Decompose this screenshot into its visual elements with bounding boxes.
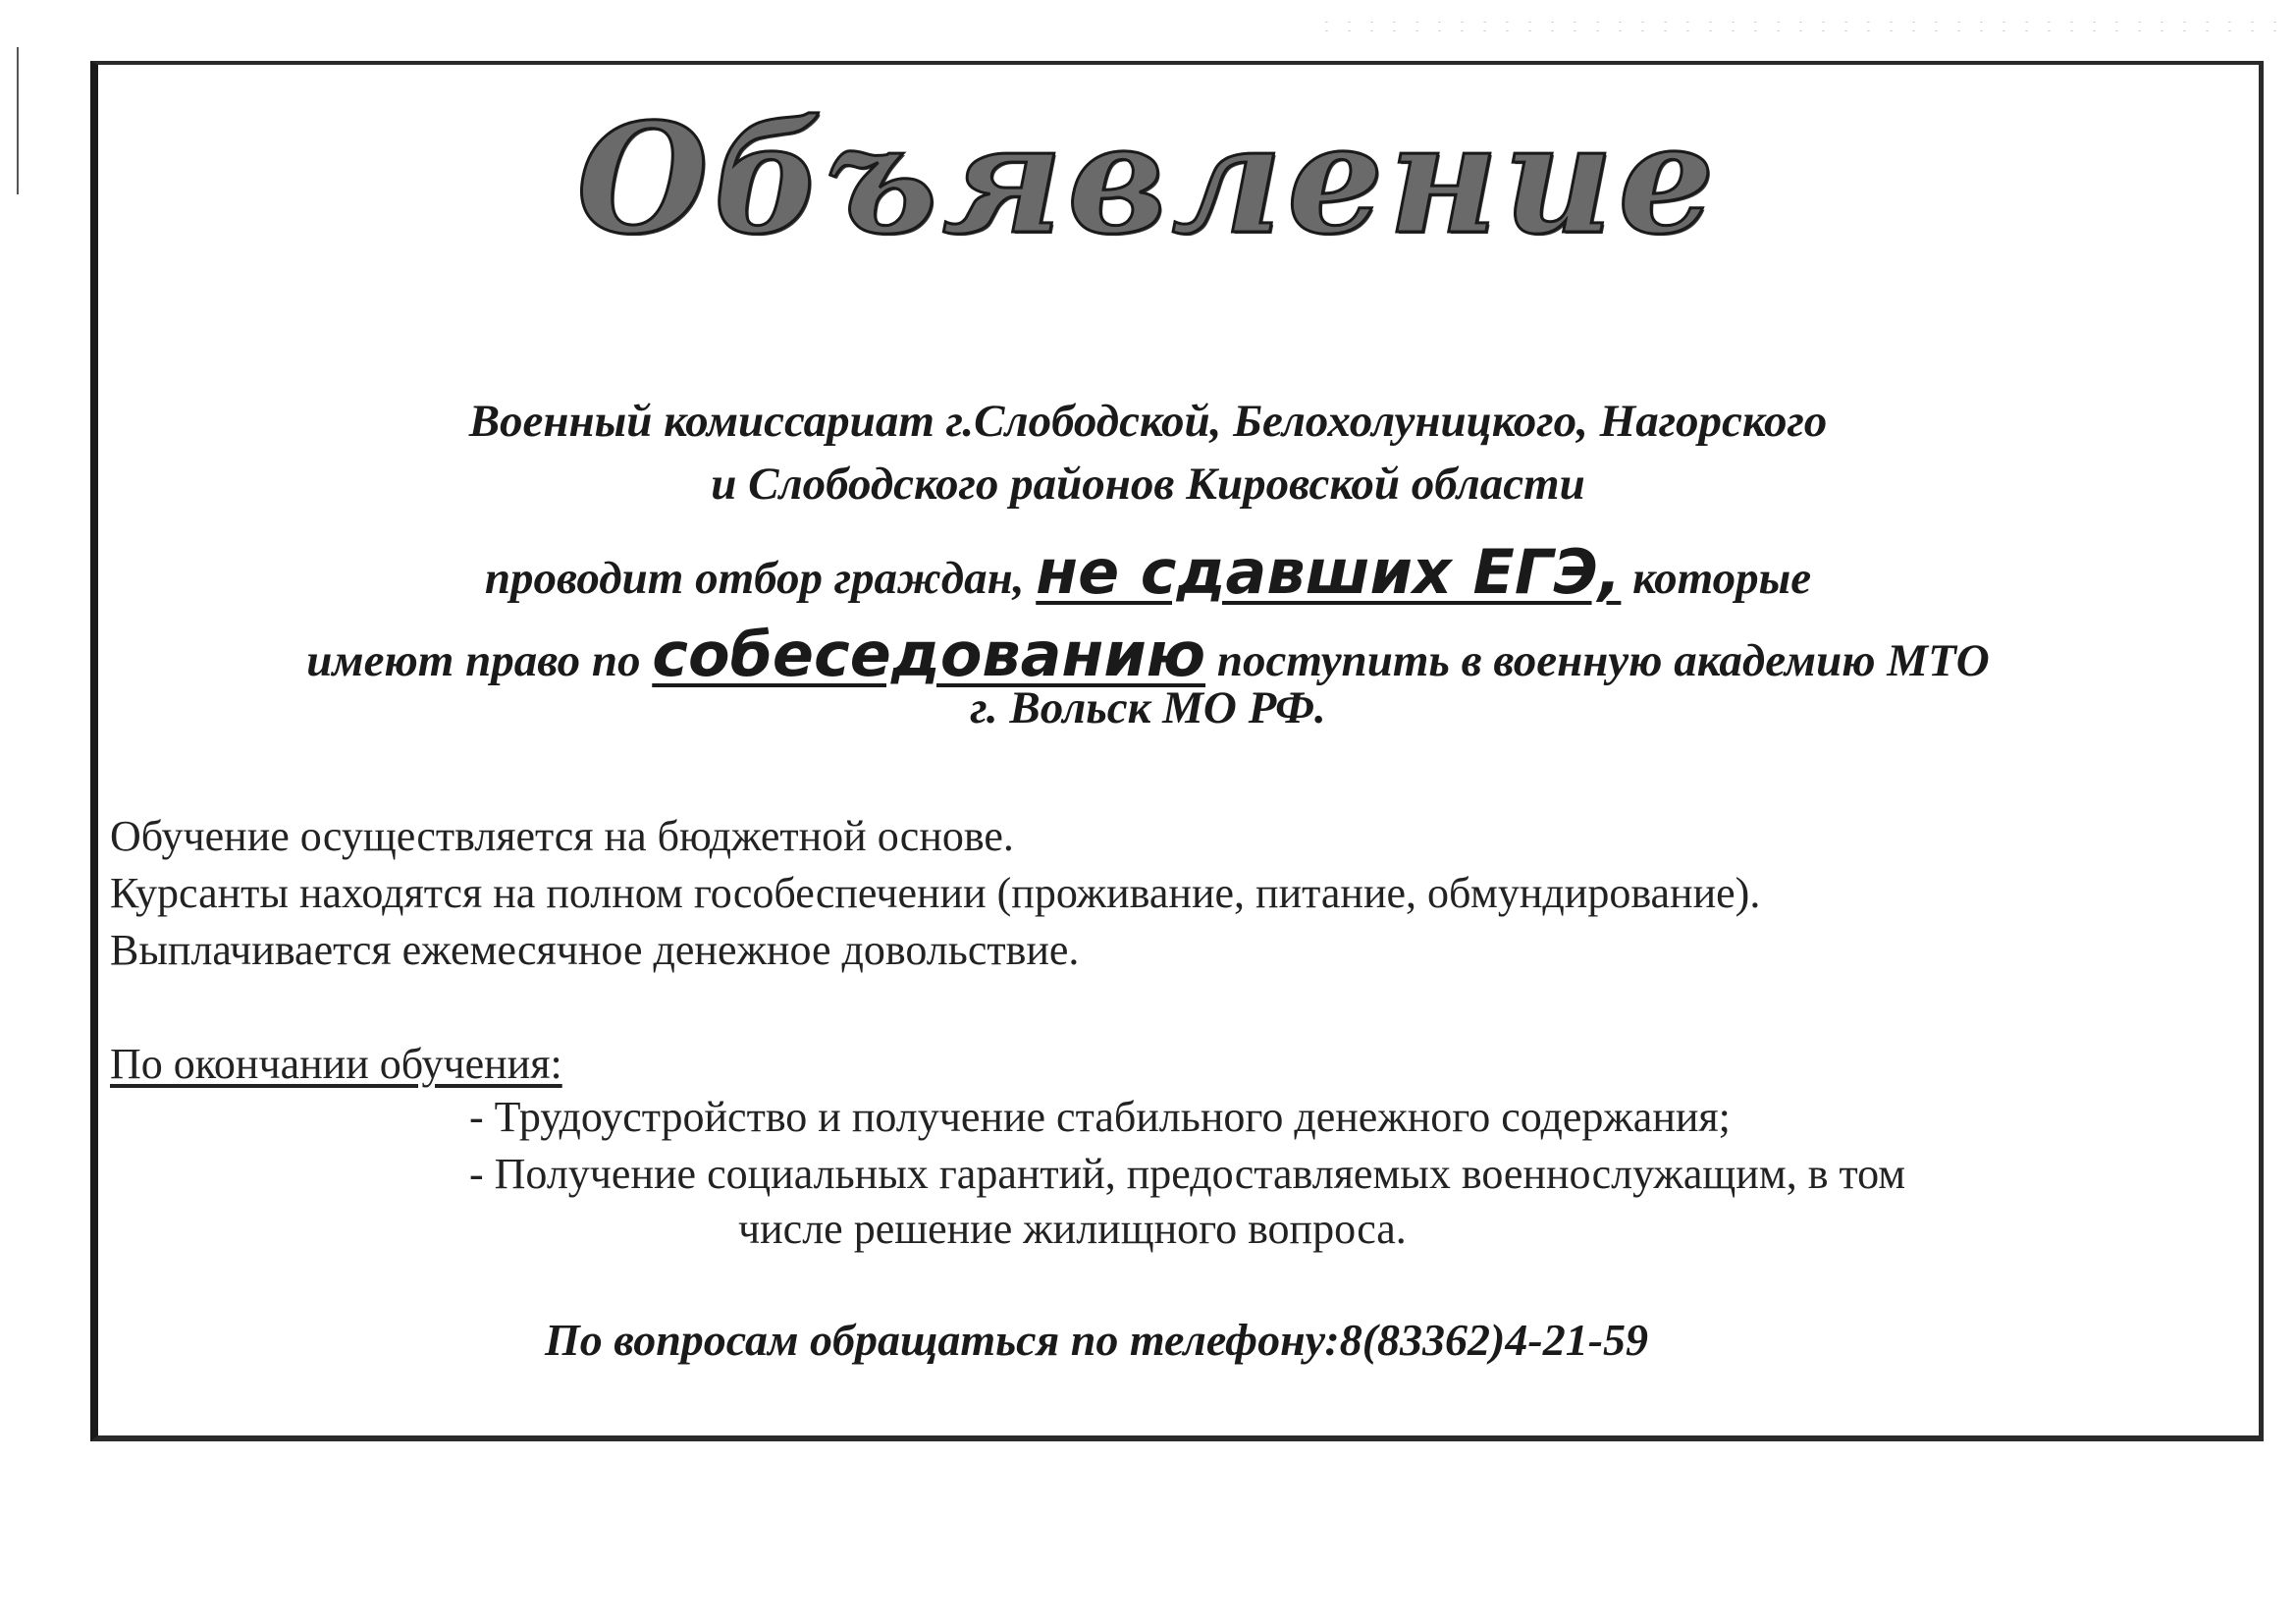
- intro-line-5: г. Вольск МО РФ.: [970, 682, 1326, 733]
- intro-line-3-start: проводит отбор граждан,: [484, 553, 1025, 604]
- benefit-item: - Получение социальных гарантий, предоставляемых военнослужащим, в том: [469, 1150, 1906, 1198]
- scan-noise: [1315, 18, 2277, 39]
- benefit-item-continuation: числе решение жилищного вопроса.: [738, 1205, 1407, 1253]
- intro-line-4: [0, 619, 2296, 690]
- contact-phone-line: По вопросам обращаться по телефону:8(83362)4-21-59: [545, 1315, 1649, 1365]
- detail-allowance: Выплачивается ежемесячное денежное довольствие.: [110, 926, 1080, 974]
- detail-state-support: Курсанты находятся на полном гособеспечении (проживание, питание, обмундирование).: [110, 869, 1761, 917]
- detail-budget: Обучение осуществляется на бюджетной основе.: [110, 812, 1014, 860]
- intro-line-2: и Слободского районов Кировской области: [711, 459, 1585, 510]
- interview-emphasis: собеседованию: [652, 619, 1206, 690]
- benefit-item: - Трудоустройство и получение стабильного денежного содержания;: [469, 1093, 1731, 1141]
- intro-line-3-end: которые: [1632, 553, 1812, 604]
- intro-line-1: Военный комиссариат г.Слободской, Белохолуницкого, Нагорского: [468, 396, 1828, 447]
- announcement-title: Объявление: [576, 90, 1720, 268]
- no-exam-emphasis: не сдавших ЕГЭ,: [1036, 536, 1622, 608]
- intro-line-3: [0, 536, 2296, 608]
- after-training-heading: По окончании обучения:: [110, 1040, 562, 1088]
- intro-line-4-end: поступить в военную академию МТО: [1216, 635, 1990, 686]
- intro-line-4-start: имеют право по: [306, 635, 641, 686]
